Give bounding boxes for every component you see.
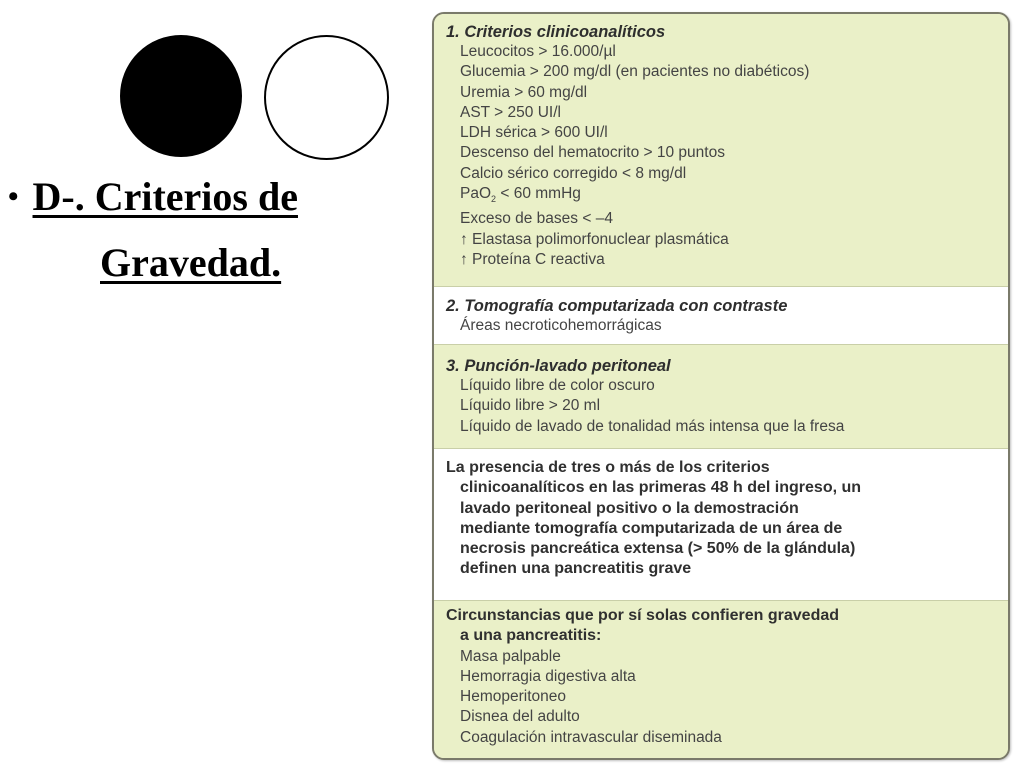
section-divider bbox=[434, 448, 1008, 449]
slide-heading bbox=[8, 166, 408, 294]
list-item: Leucocitos > 16.000/µl bbox=[460, 43, 616, 60]
list-item: ↑ Elastasa polimorfonuclear plasmática bbox=[460, 230, 729, 248]
list-item: LDH sérica > 600 UI/l bbox=[460, 124, 608, 142]
list-item: Líquido de lavado de tonalidad más intensa que la fresa bbox=[460, 417, 845, 435]
paragraph-line: a una pancreatitis: bbox=[460, 627, 602, 645]
list-item: Áreas necroticohemorrágicas bbox=[460, 317, 662, 334]
paragraph-line: lavado peritoneal positivo o la demostración bbox=[460, 499, 799, 517]
bullet-icon: • bbox=[8, 180, 19, 213]
section-divider bbox=[434, 600, 1008, 601]
list-item: Descenso del hematocrito > 10 puntos bbox=[460, 144, 725, 162]
section-ct-scan bbox=[434, 286, 1008, 344]
list-item: Hemorragia digestiva alta bbox=[460, 667, 636, 685]
list-item: Calcio sérico corregido < 8 mg/dl bbox=[460, 164, 687, 182]
section-severity-circumstances bbox=[434, 600, 1008, 760]
list-item: Uremia > 60 mg/dl bbox=[460, 83, 588, 101]
section-title: 2. Tomografía computarizada con contraste bbox=[446, 297, 788, 315]
section-title: 3. Punción-lavado peritoneal bbox=[446, 357, 671, 375]
paragraph-line: necrosis pancreática extensa (> 50% de la glándula) bbox=[460, 540, 856, 558]
list-item: Hemoperitoneo bbox=[460, 688, 566, 706]
section-divider bbox=[434, 344, 1008, 345]
list-item: Disnea del adulto bbox=[460, 708, 580, 726]
list-item: Líquido libre de color oscuro bbox=[460, 377, 655, 394]
list-item: AST > 250 UI/l bbox=[460, 103, 561, 121]
section-summary bbox=[434, 448, 1008, 600]
paragraph-line: La presencia de tres o más de los criterios bbox=[446, 459, 770, 476]
paragraph-line: Circunstancias que por sí solas confieren gravedad bbox=[446, 607, 840, 624]
section-peritoneal-lavage bbox=[434, 344, 1008, 448]
list-item: ↑ Proteína C reactiva bbox=[460, 251, 605, 269]
list-item-pao2 bbox=[446, 184, 996, 209]
pao2-subscript: 2 bbox=[491, 194, 497, 205]
paragraph-line: mediante tomografía computarizada de un área de bbox=[460, 519, 843, 537]
empty-circle-decoration bbox=[264, 35, 389, 160]
pao2-label: PaO bbox=[460, 185, 492, 203]
list-item: Exceso de bases < –4 bbox=[460, 210, 613, 228]
list-item: Masa palpable bbox=[460, 647, 561, 665]
paragraph-line: definen una pancreatitis grave bbox=[460, 560, 692, 578]
pao2-value: < 60 mmHg bbox=[496, 185, 581, 203]
section-divider bbox=[434, 286, 1008, 287]
heading-line-2: Gravedad. bbox=[100, 240, 282, 285]
heading-line-1: D-. Criterios de bbox=[32, 174, 298, 219]
summary-paragraph bbox=[446, 458, 996, 580]
criteria-table bbox=[432, 12, 1010, 760]
paragraph-line: clinicoanalíticos en las primeras 48 h del ingreso, un bbox=[460, 479, 862, 497]
section-title: 1. Criterios clinicoanalíticos bbox=[446, 23, 666, 41]
list-item: Coagulación intravascular diseminada bbox=[460, 728, 722, 746]
filled-circle-decoration bbox=[120, 35, 242, 157]
list-item: Líquido libre > 20 ml bbox=[460, 397, 601, 415]
circumstances-heading bbox=[446, 606, 996, 647]
section-clinical-criteria bbox=[434, 14, 1008, 286]
list-item: Glucemia > 200 mg/dl (en pacientes no diabéticos) bbox=[460, 63, 810, 81]
